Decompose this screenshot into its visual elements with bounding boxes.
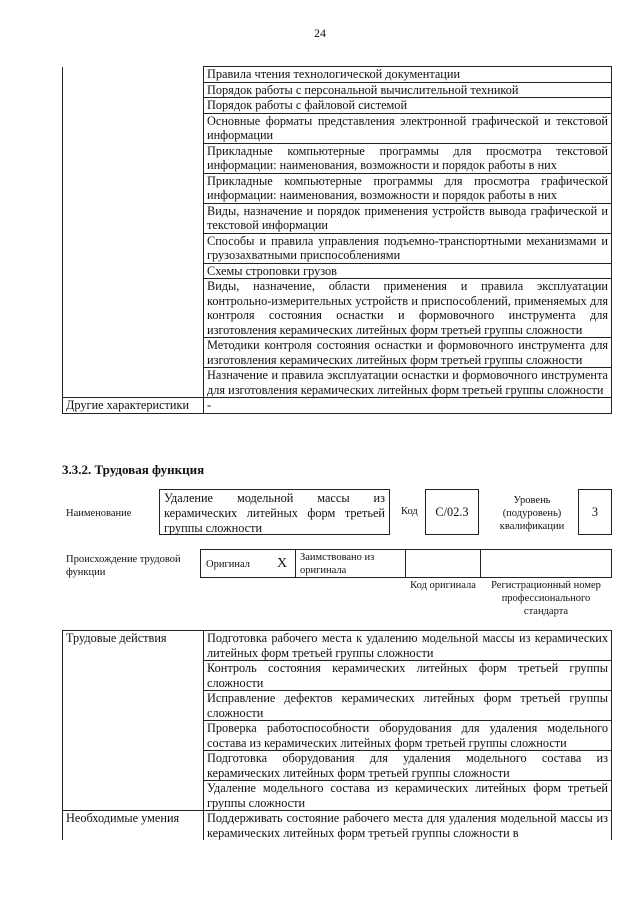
actions-label: Трудовые действия xyxy=(63,631,204,811)
knowledge-item: Порядок работы с файловой системой xyxy=(204,98,612,114)
origin-code-cell xyxy=(405,549,481,578)
registration-number-cell xyxy=(480,549,612,578)
knowledge-item: Основные форматы представления электронной графической и текстовой информации xyxy=(204,113,612,143)
borrowed-label: Заимствовано из оригинала xyxy=(295,549,406,578)
knowledge-item: Схемы строповки грузов xyxy=(204,263,612,279)
action-item: Подготовка оборудования для удаления модельного состава из керамических литейных форм третьей группы сложности xyxy=(204,751,612,781)
action-item: Проверка работоспособности оборудования для удаления модельного состава из керамических литейных форм третьей группы сложности xyxy=(204,721,612,751)
page-number: 24 xyxy=(314,26,326,40)
knowledge-item: Виды, назначение, области применения и правила эксплуатации контрольно-измерительных устройств и приспособлений, применяемых для контроля состояния оснастки и формовочного инструмента для изготовления керамических литейных форм третьей группы сложности xyxy=(204,279,612,338)
knowledge-item: Способы и правила управления подъемно-транспортными механизмами и грузозахватными приспособлениями xyxy=(204,233,612,263)
action-item: Контроль состояния керамических литейных форм третьей группы сложности xyxy=(204,661,612,691)
knowledge-item: Назначение и правила эксплуатации оснастки и формовочного инструмента для изготовления керамических литейных форм третьей группы сложности xyxy=(204,368,612,398)
knowledge-table xyxy=(62,66,612,414)
function-name-value: Удаление модельной массы из керамических литейных форм третьей группы сложности xyxy=(159,489,390,535)
level-value: 3 xyxy=(578,489,612,535)
origin-label: Происхождение трудовой функции xyxy=(66,554,181,578)
action-item: Исправление дефектов керамических литейных форм третьей группы сложности xyxy=(204,691,612,721)
skills-label: Необходимые умения xyxy=(63,811,204,841)
knowledge-item: Правила чтения технологической документации xyxy=(204,67,612,83)
original-mark: X xyxy=(277,556,288,571)
code-label: Код xyxy=(401,506,418,517)
other-characteristics-value: - xyxy=(204,398,612,414)
knowledge-item: Порядок работы с персональной вычислительной техникой xyxy=(204,82,612,98)
origin-code-caption: Код оригинала xyxy=(410,580,476,591)
registration-number-caption: Регистрационный номер профессионального стандарта xyxy=(491,580,601,617)
knowledge-item: Виды, назначение и порядок применения устройств вывода графической и текстовой информации xyxy=(204,203,612,233)
original-label: Оригинал xyxy=(206,559,250,570)
level-label: Уровень (подуровень) квалификации xyxy=(499,495,565,532)
skill-item: Поддерживать состояние рабочего места для удаления модельной массы из керамических литейных форм третьей группы сложности в xyxy=(204,811,612,841)
name-label: Наименование xyxy=(66,508,132,519)
actions-table xyxy=(62,630,612,840)
origin-original-cell xyxy=(200,549,296,578)
action-item: Удаление модельного состава из керамических литейных форм третьей группы сложности xyxy=(204,781,612,811)
code-value: С/02.3 xyxy=(425,489,479,535)
knowledge-item: Прикладные компьютерные программы для просмотра графической информации: наименования, возможности и порядок работы в них xyxy=(204,173,612,203)
knowledge-item: Методики контроля состояния оснастки и формовочного инструмента для изготовления керамических литейных форм третьей группы сложности xyxy=(204,338,612,368)
other-characteristics-label: Другие характеристики xyxy=(63,398,204,414)
section-title: 3.3.2. Трудовая функция xyxy=(62,462,205,477)
knowledge-item: Прикладные компьютерные программы для просмотра текстовой информации: наименования, возможности и порядок работы в них xyxy=(204,143,612,173)
knowledge-label-cell xyxy=(63,67,204,398)
action-item: Подготовка рабочего места к удалению модельной массы из керамических литейных форм третьей группы сложности xyxy=(204,631,612,661)
